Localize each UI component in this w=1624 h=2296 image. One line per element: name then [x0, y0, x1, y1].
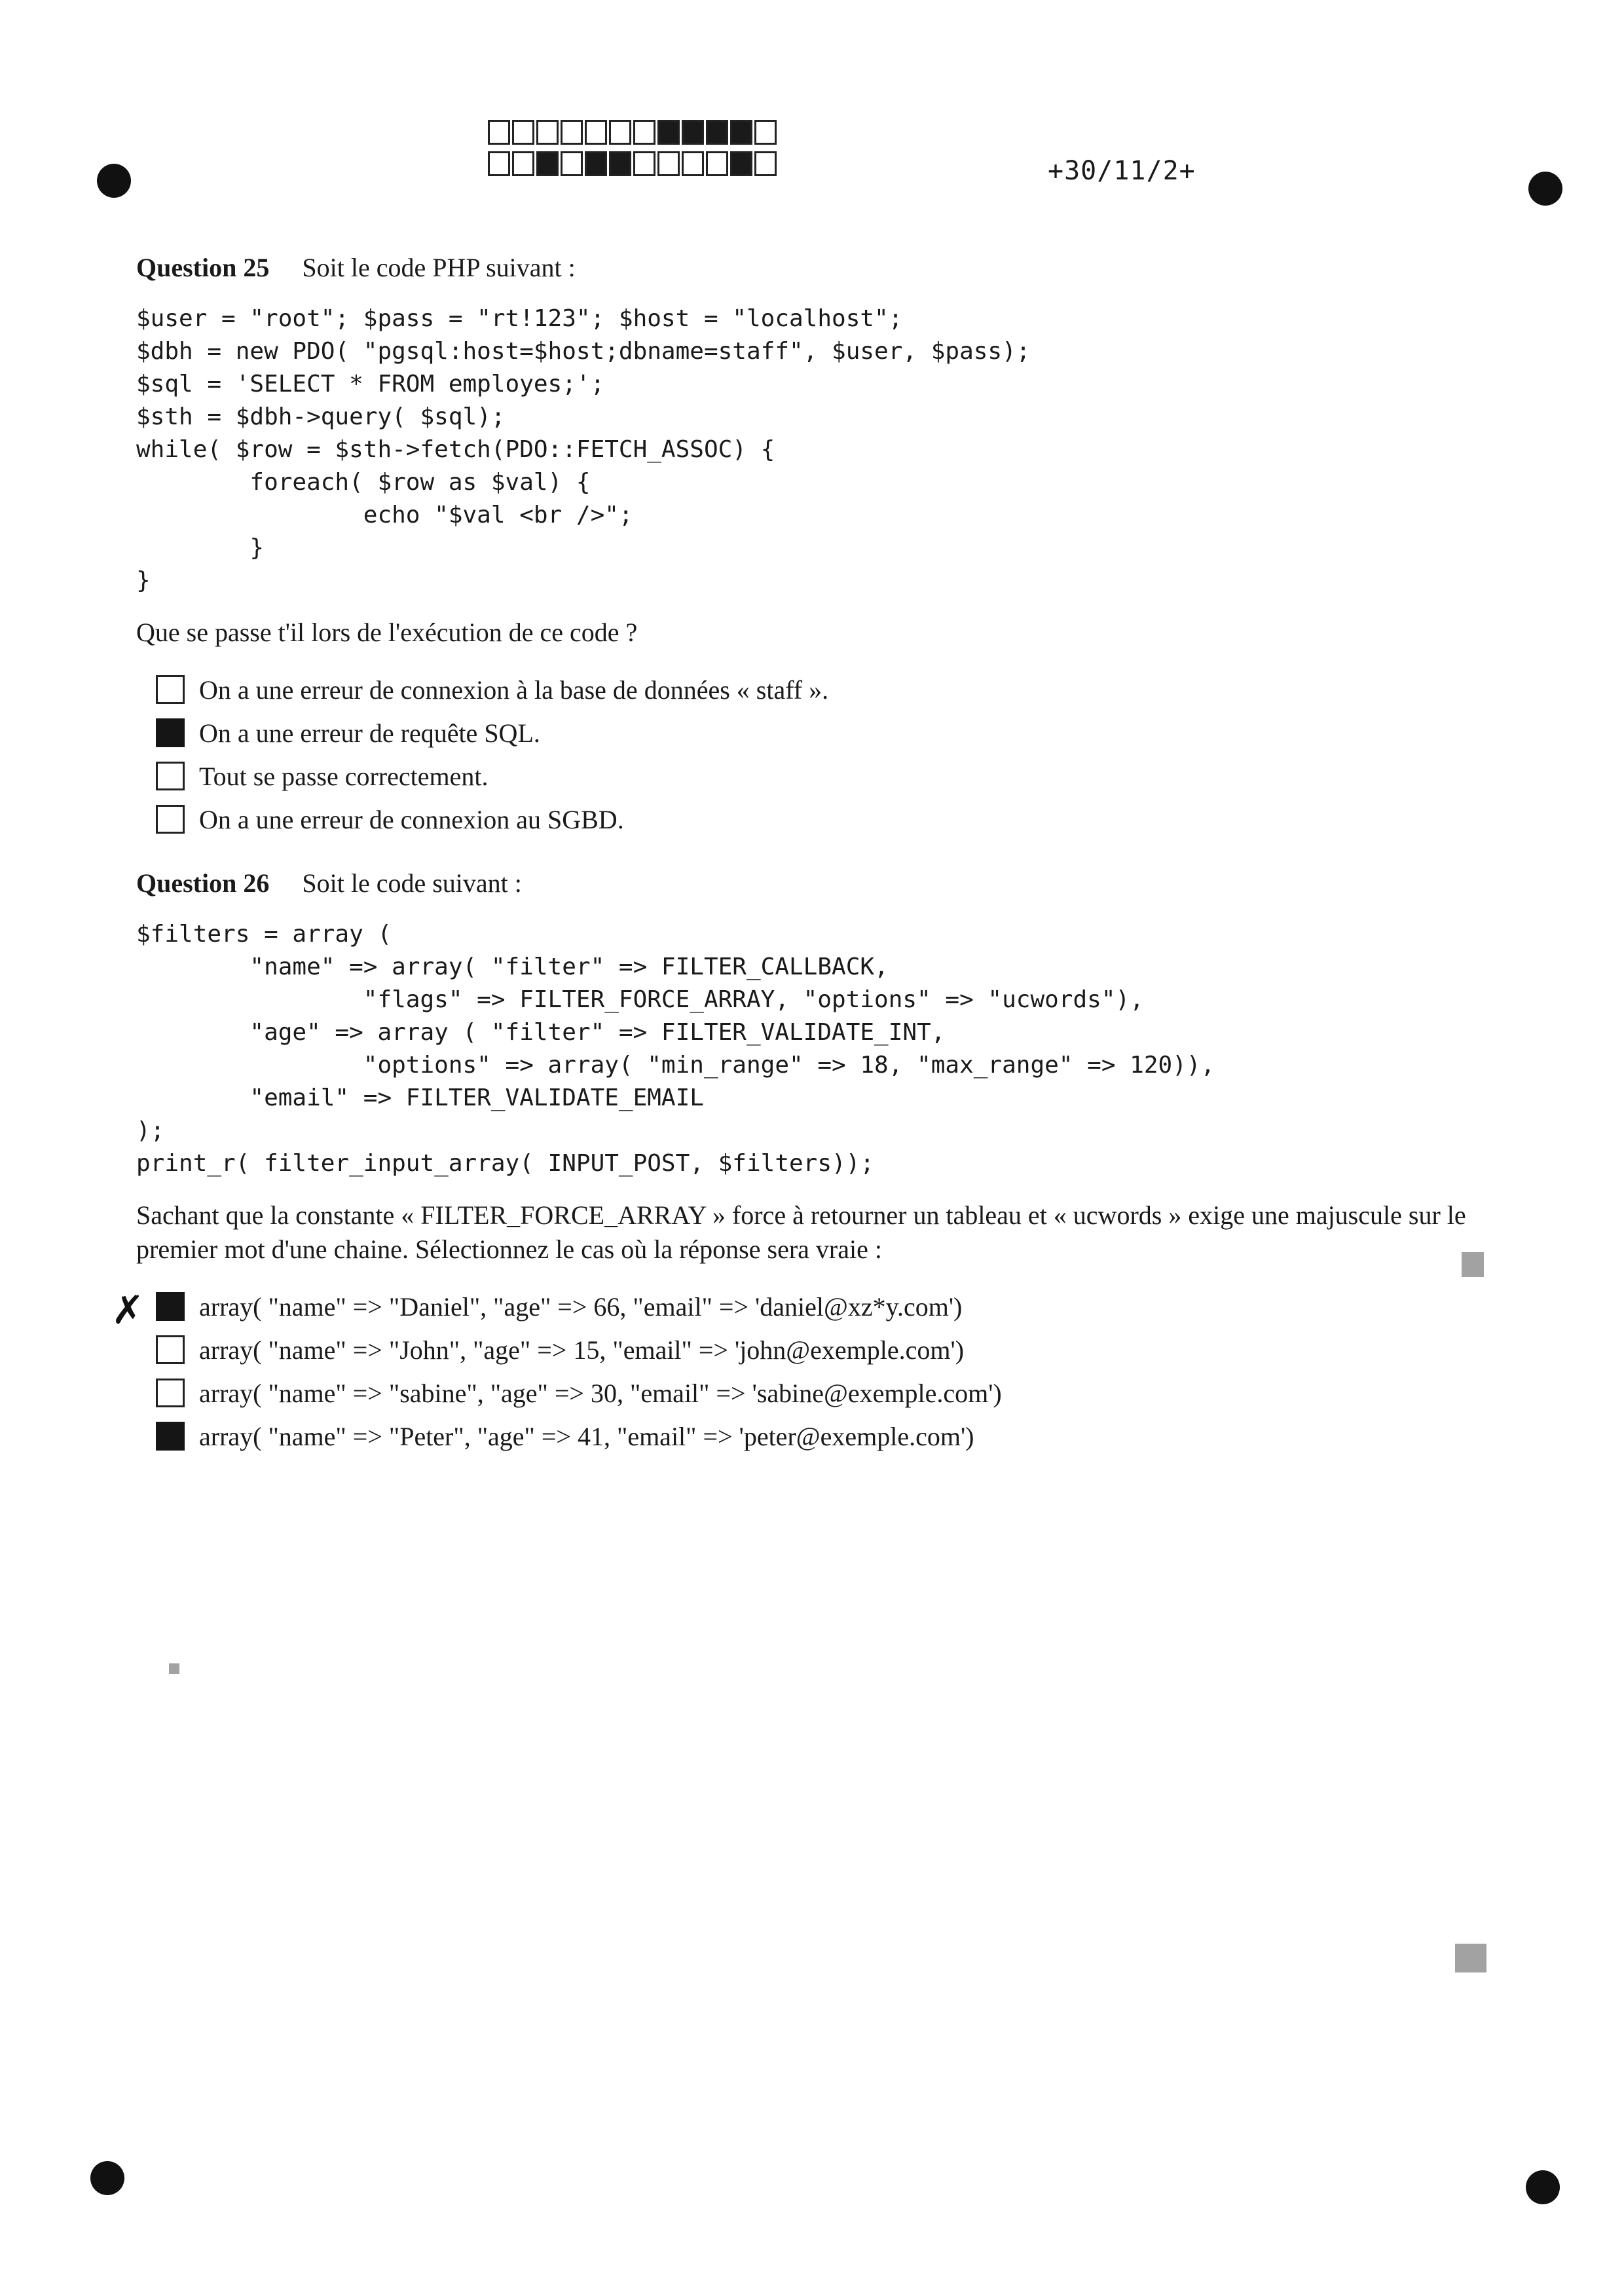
answer-checkbox[interactable]: [156, 1292, 185, 1321]
barcode-cell: [730, 120, 752, 145]
barcode-cell: [609, 151, 631, 176]
scan-smudge: [1455, 1944, 1486, 1972]
registration-mark-top-right: [1528, 172, 1562, 206]
choice-label: array( "name" => "Peter", "age" => 41, "email" => 'peter@exemple.com'): [199, 1421, 974, 1451]
choice-item[interactable]: [136, 1371, 1544, 1415]
barcode-cell: [657, 151, 680, 176]
choice-list: [111, 1285, 1544, 1458]
answer-checkbox[interactable]: [156, 718, 185, 747]
choice-label: On a une erreur de connexion à la base de données « staff ».: [199, 675, 829, 705]
barcode-cell: [754, 120, 777, 145]
registration-mark-top-left: [97, 164, 131, 198]
registration-mark-bottom-left: [90, 2161, 124, 2195]
choice-label: array( "name" => "John", "age" => 15, "email" => 'john@exemple.com'): [199, 1335, 965, 1365]
answer-checkbox[interactable]: [156, 1422, 185, 1451]
barcode-cell: [585, 120, 607, 145]
registration-mark-bottom-right: [1526, 2170, 1560, 2204]
barcode-cell: [536, 151, 559, 176]
choice-item[interactable]: [136, 668, 1544, 711]
question-intro: Soit le code PHP suivant :: [302, 253, 576, 282]
barcode-cell: [488, 120, 510, 145]
question-header: [136, 868, 1544, 898]
barcode-row-2: [488, 151, 779, 179]
answer-checkbox[interactable]: [156, 805, 185, 834]
barcode-cell: [682, 151, 704, 176]
choice-item[interactable]: [111, 1285, 1544, 1333]
barcode-cell: [682, 120, 704, 145]
barcode-cell: [512, 151, 534, 176]
scan-smudge: [169, 1663, 179, 1674]
barcode-cell: [754, 151, 777, 176]
student-id-barcode: [488, 120, 779, 183]
barcode-cell: [730, 151, 752, 176]
choice-item[interactable]: [136, 754, 1544, 798]
question-number: Question 26: [136, 868, 270, 898]
barcode-cell: [609, 120, 631, 145]
choice-label: array( "name" => "sabine", "age" => 30, "email" => 'sabine@exemple.com'): [199, 1378, 1002, 1408]
barcode-cell: [633, 151, 655, 176]
answer-checkbox[interactable]: [156, 1379, 185, 1407]
choice-item[interactable]: [136, 711, 1544, 754]
code-block: $user = "root"; $pass = "rt!123"; $host = "localhost"; $dbh = new PDO( "pgsql:host=$host;dbname=staff", $user, $pass); $sql = 'SELECT * FROM employes;'; $sth = $dbh->query( $sql); while( $row = $sth->fetch(PDO::FETCH_ASSOC) { foreach( $row as $val) { echo "$val <br />"; } }: [136, 305, 1031, 594]
barcode-cell: [488, 151, 510, 176]
barcode-cell: [561, 120, 583, 145]
barcode-cell: [536, 120, 559, 145]
barcode-cell: [585, 151, 607, 176]
cross-out-mark: ✗: [111, 1287, 145, 1333]
choice-item[interactable]: [136, 1328, 1544, 1371]
choice-label: On a une erreur de connexion au SGBD.: [199, 804, 624, 834]
question-intro: Soit le code suivant :: [302, 868, 522, 898]
choice-label: array( "name" => "Daniel", "age" => 66, "email" => 'daniel@xz*y.com'): [199, 1291, 963, 1322]
barcode-cell: [561, 151, 583, 176]
barcode-cell: [633, 120, 655, 145]
barcode-cell: [706, 120, 728, 145]
question-prompt: Sachant que la constante « FILTER_FORCE_ARRAY » force à retourner un tableau et « ucwords » exige une majuscule sur le premier mot d'une chaine. Sélectionnez le cas où la réponse sera vraie :: [136, 1200, 1466, 1264]
barcode-cell: [706, 151, 728, 176]
code-block: $filters = array ( "name" => array( "filter" => FILTER_CALLBACK, "flags" => FILTER_FORCE_ARRAY, "options" => "ucwords"), "age" => array ( "filter" => FILTER_VALIDATE_INT, "options" => array( "min_range" => 18, "max_range" => 120)), "email" => FILTER_VALIDATE_EMAIL ); print_r( filter_input_array( INPUT_POST, $filters));: [136, 921, 1215, 1177]
question-25: [136, 252, 1544, 841]
page-identifier: +30/11/2+: [1048, 156, 1196, 186]
question-prompt: Que se passe t'il lors de l'exécution de ce code ?: [136, 618, 638, 647]
question-header: [136, 252, 1544, 283]
choice-list: [136, 668, 1544, 841]
scan-smudge: [1462, 1252, 1484, 1277]
question-number: Question 25: [136, 253, 270, 282]
choice-label: On a une erreur de requête SQL.: [199, 718, 540, 748]
choice-item[interactable]: [136, 1415, 1544, 1458]
answer-checkbox[interactable]: [156, 1335, 185, 1364]
barcode-row-1: [488, 120, 779, 147]
question-26: [111, 868, 1544, 1458]
barcode-cell: [657, 120, 680, 145]
answer-checkbox[interactable]: [156, 762, 185, 790]
barcode-cell: [512, 120, 534, 145]
answer-checkbox[interactable]: [156, 675, 185, 704]
choice-item[interactable]: [136, 798, 1544, 841]
choice-label: Tout se passe correctement.: [199, 761, 489, 791]
